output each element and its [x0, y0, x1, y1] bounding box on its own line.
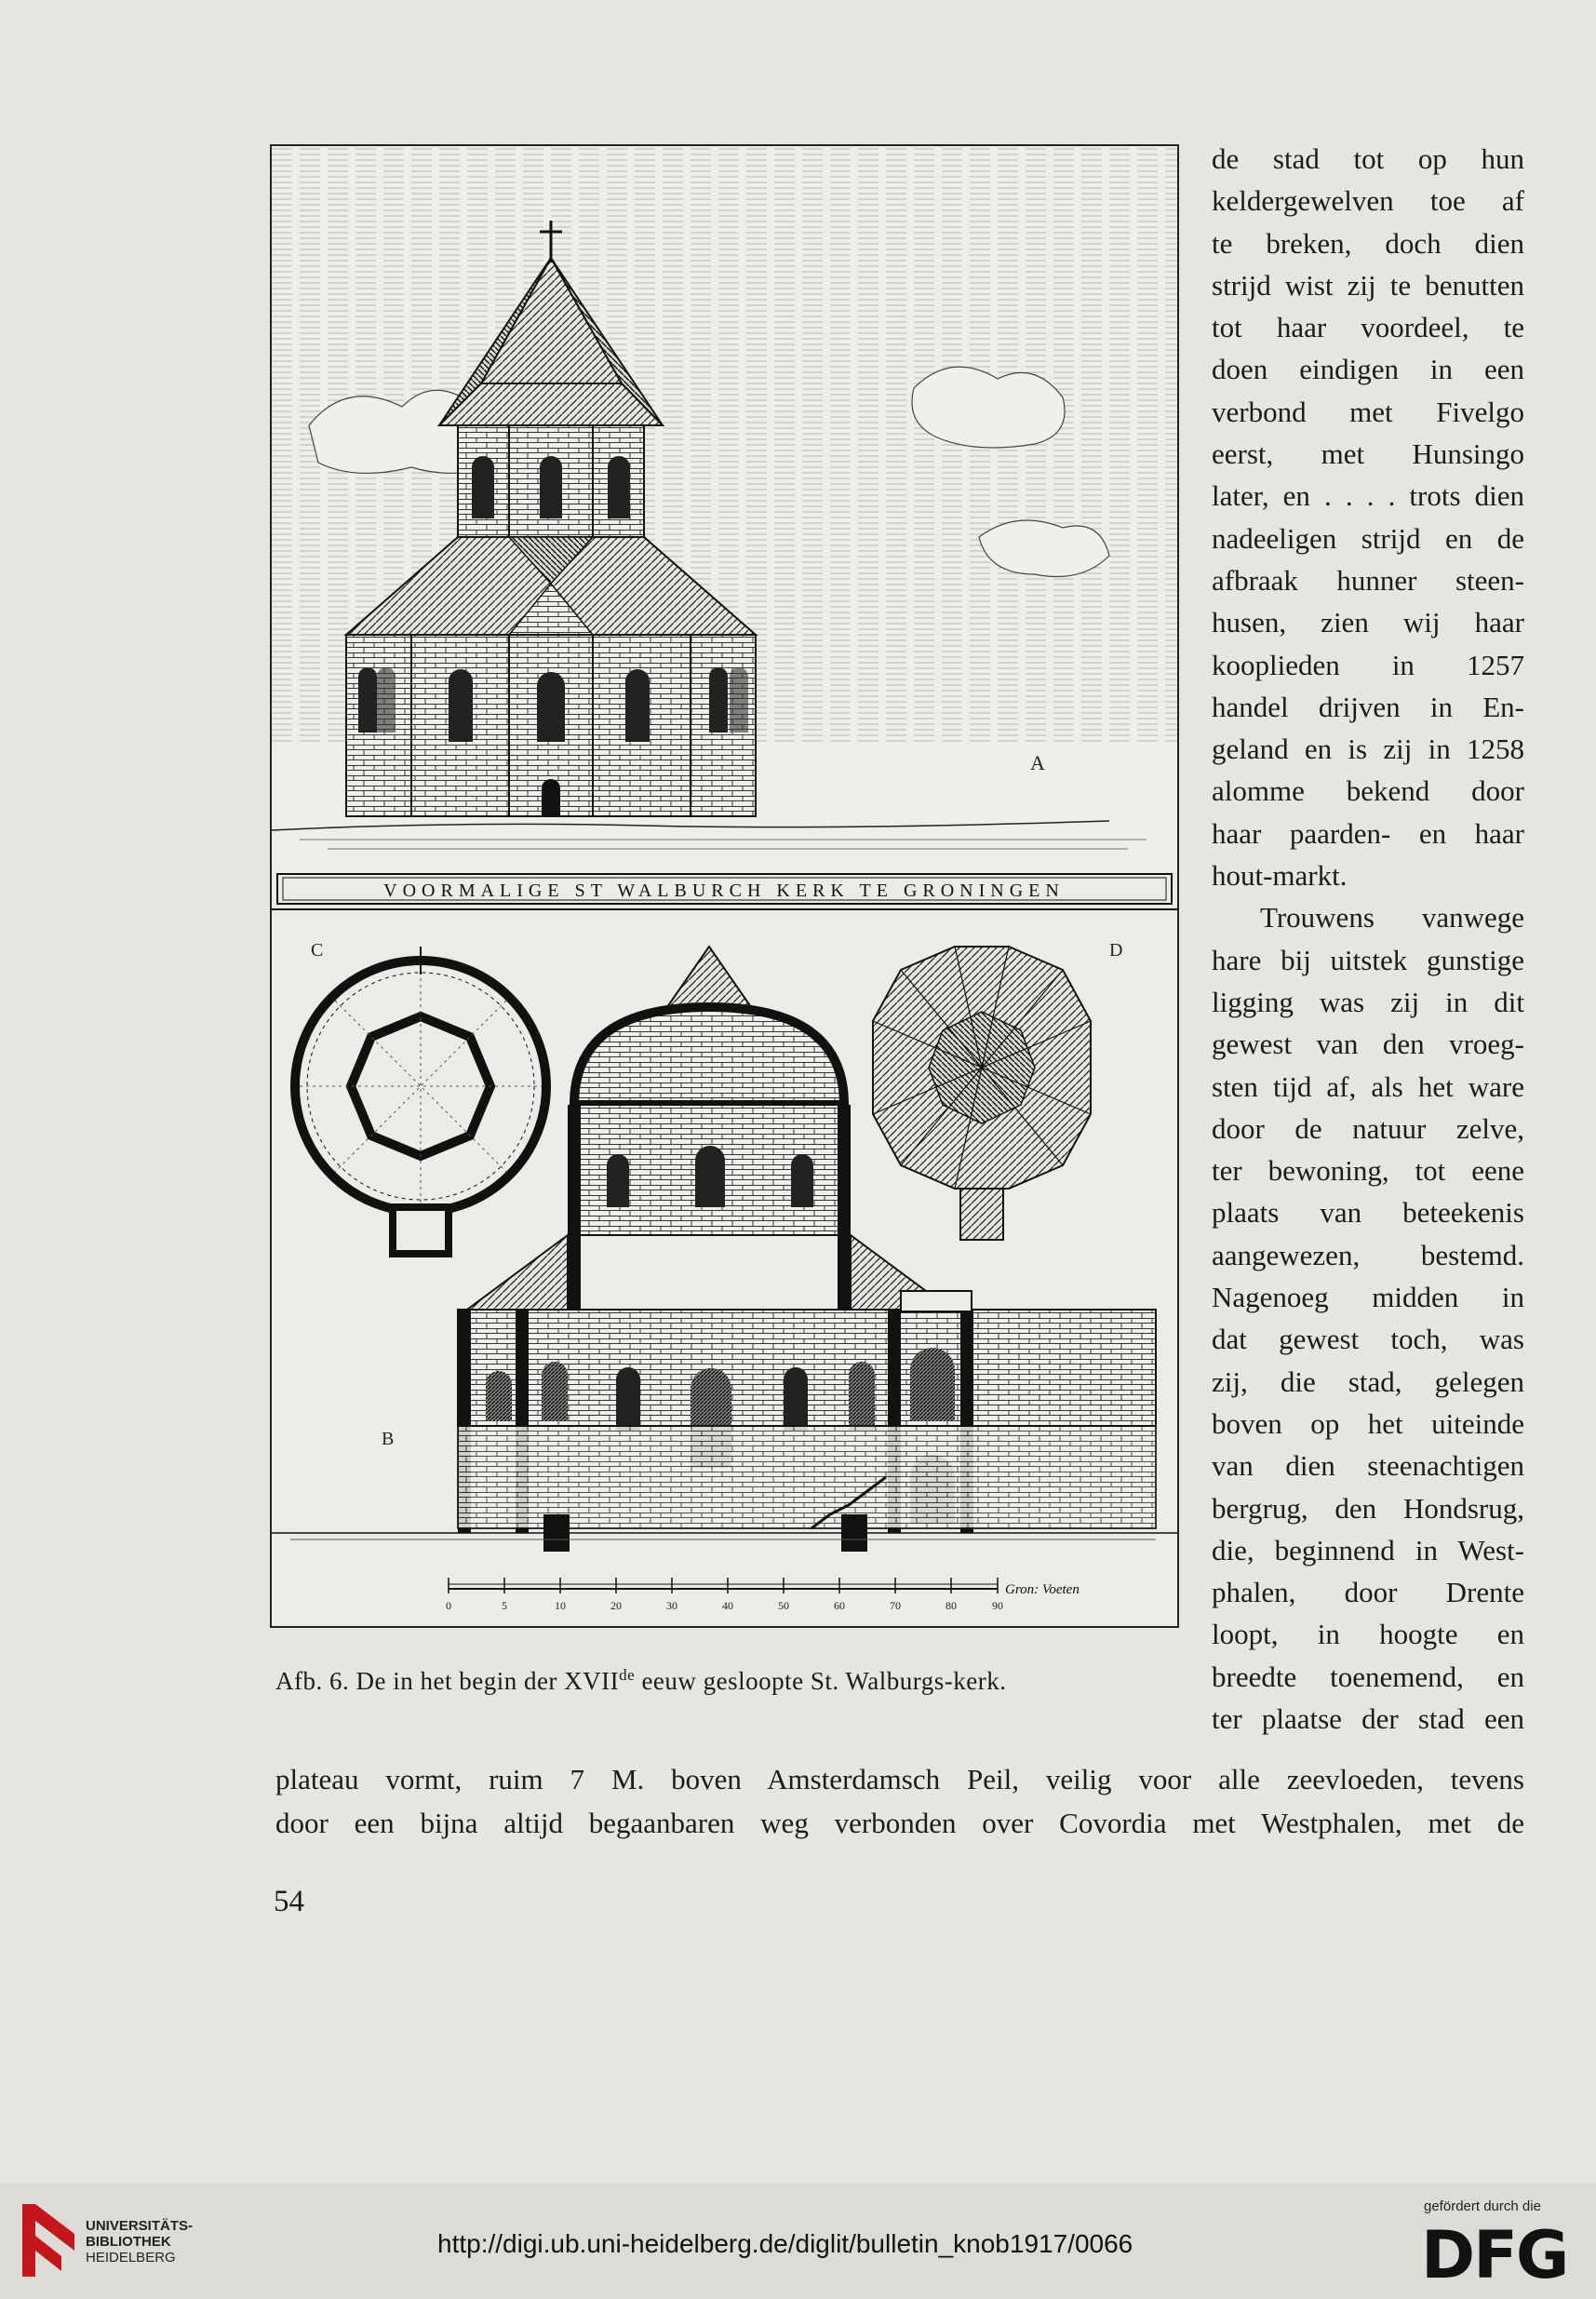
plate-banner-title: VOORMALIGE ST WALBURCH KERK TE GRONINGEN: [383, 881, 1065, 901]
scale-tick-label: 0: [446, 1599, 451, 1612]
library-line-3: HEIDELBERG: [86, 2250, 176, 2265]
column-line: plaats van beteekenis: [1212, 1196, 1524, 1230]
column-line: husen, zien wij haar: [1212, 606, 1524, 639]
column-line: de stad tot op hun: [1212, 142, 1524, 175]
label-b: B: [382, 1429, 395, 1449]
column-line: ter plaatse der stad een: [1212, 1701, 1524, 1735]
column-line: ligging was zij in dit: [1212, 985, 1524, 1018]
scale-tick-label: 60: [834, 1599, 845, 1612]
column-line: ter bewoning, tot eene: [1212, 1154, 1524, 1188]
scale-tick-label: 30: [666, 1599, 677, 1612]
scale-tick-label: 10: [555, 1599, 566, 1612]
library-line-1: UNIVERSITÄTS-: [86, 2218, 194, 2234]
scale-tick-label: 40: [722, 1599, 733, 1612]
source-url-link[interactable]: http://digi.ub.uni-heidelberg.de/diglit/bulletin_knob1917/0066: [437, 2229, 1133, 2258]
scale-tick-label: 50: [778, 1599, 789, 1612]
column-line: kooplieden in 1257: [1212, 648, 1524, 681]
scale-label: Gron: Voeten: [1005, 1582, 1080, 1597]
column-line: haar paarden- en haar: [1212, 816, 1524, 850]
page-number: 54: [274, 1885, 304, 1918]
column-line: Nagenoeg midden in: [1212, 1281, 1524, 1314]
column-line: alomme bekend door: [1212, 774, 1524, 808]
label-d: D: [1109, 940, 1123, 961]
column-line: boven op het uiteinde: [1212, 1406, 1524, 1440]
column-line: Trouwens vanwege: [1260, 901, 1524, 934]
column-line: later, en . . . . trots dien: [1212, 479, 1524, 513]
scale-tick-label: 80: [946, 1599, 957, 1612]
column-line: hout-markt.: [1212, 859, 1348, 893]
label-c: C: [311, 940, 324, 961]
column-line: die, beginnend in West-: [1212, 1533, 1524, 1566]
university-library-logo-icon: [17, 2198, 82, 2282]
right-column-text: [1212, 138, 1524, 1740]
column-line: verbond met Fivelgo: [1212, 395, 1524, 428]
figure-caption: [275, 1666, 1169, 1696]
column-line: tot haar voordeel, te: [1212, 311, 1524, 344]
column-line: van dien steenachtigen: [1212, 1449, 1524, 1483]
full-width-text: [275, 1757, 1524, 1845]
column-line: hare bij uitstek gunstige: [1212, 943, 1524, 976]
column-line: strijd wist zij te benutten: [1212, 268, 1524, 302]
column-line: breedte toenemend, en: [1212, 1660, 1524, 1693]
column-line: loopt, in hoogte en: [1212, 1618, 1524, 1651]
column-line: doen eindigen in een: [1212, 353, 1524, 386]
label-a: A: [1030, 751, 1045, 774]
university-library-name: [86, 2218, 193, 2265]
column-line: zij, die stad, gelegen: [1212, 1365, 1524, 1398]
column-line: keldergewelven toe af: [1212, 184, 1524, 218]
column-line: phalen, door Drente: [1212, 1576, 1524, 1609]
dfg-logo: DFG: [1421, 2217, 1568, 2293]
column-line: handel drijven in En-: [1212, 690, 1524, 723]
column-line: nadeeligen strijd en de: [1212, 521, 1524, 555]
column-line: bergrug, den Hondsrug,: [1212, 1491, 1524, 1525]
library-line-2: BIBLIOTHEK: [86, 2234, 171, 2250]
funding-note: gefördert durch die: [1424, 2198, 1541, 2214]
column-line: eerst, met Hunsingo: [1212, 437, 1524, 471]
church-drawing: [272, 146, 1177, 1626]
body-line: plateau vormt, ruim 7 M. boven Amsterdamsch Peil, veilig voor alle zeevloeden, tevens: [275, 1763, 1524, 1795]
scale-tick-label: 20: [610, 1599, 622, 1612]
scale-tick-label: 90: [992, 1599, 1003, 1612]
column-line: dat gewest toch, was: [1212, 1323, 1524, 1356]
caption-superscript: de: [619, 1666, 636, 1684]
church-illustration-plate: [270, 144, 1179, 1628]
column-line: te breken, doch dien: [1212, 226, 1524, 260]
column-line: sten tijd af, als het ware: [1212, 1069, 1524, 1103]
column-line: gewest van den vroeg-: [1212, 1028, 1524, 1061]
column-line: door de natuur zelve,: [1212, 1111, 1524, 1145]
caption-suffix: eeuw gesloopte St. Walburgs-kerk.: [635, 1667, 1007, 1695]
scale-tick-label: 70: [890, 1599, 901, 1612]
column-line: aangewezen, bestemd.: [1212, 1238, 1524, 1271]
caption-prefix: Afb. 6. De in het begin der XVII: [275, 1667, 620, 1695]
scale-tick-label: 5: [502, 1599, 507, 1612]
body-line: door een bijna altijd begaanbaren weg verbonden over Covordia met Westphalen, met de: [275, 1807, 1524, 1839]
column-line: afbraak hunner steen-: [1212, 563, 1524, 597]
column-line: geland en is zij in 1258: [1212, 733, 1524, 766]
